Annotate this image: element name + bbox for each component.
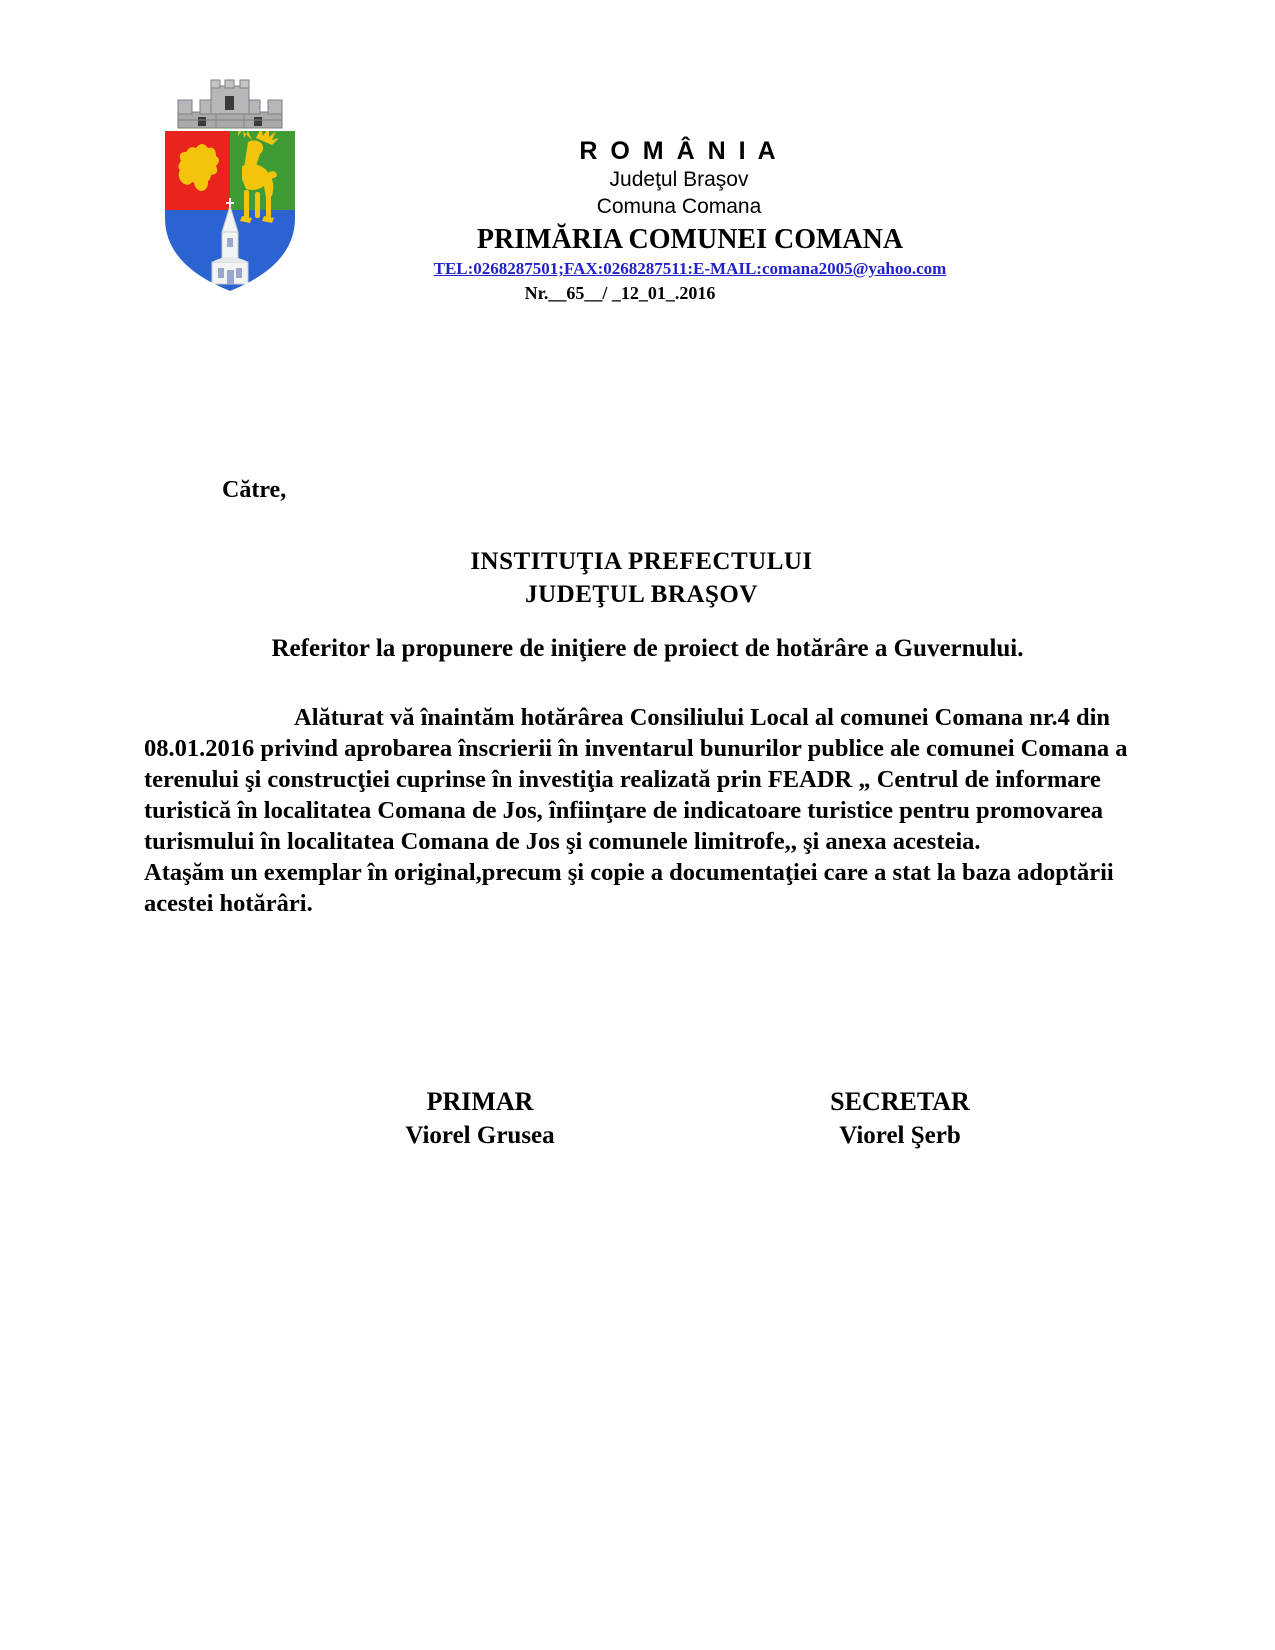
salutation: Către, — [222, 477, 287, 503]
subject-line: Referitor la propunere de iniţiere de proiect de hotărâre a Guvernului. — [271, 635, 1024, 662]
addressee-line-1: INSTITUŢIA PREFECTULUI — [470, 548, 813, 575]
body-paragraph-1: Alăturat vă înaintăm hotărârea Consiliului Local al comunei Comana nr.4 din 08.01.2016 privind aprobarea înscrierii în inventarul bunurilor publice ale comunei Comana a terenului şi construcţiei cuprinse în investiţia realizată prin FEADR „ Centrul de informare turistică în localitatea Comana de Jos, înfiinţare de indicatoare turistice pentru promovarea turismului în localitatea Comana de Jos şi comunele limitrofe,, şi anexa acesteia. — [144, 704, 1128, 855]
contact-line[interactable]: TEL:0268287501;FAX:0268287511:E-MAIL:comana2005@yahoo.com — [433, 259, 947, 278]
body-paragraph-2: Ataşăm un exemplar în original,precum şi copie a documentaţiei care a stat la baza adoptării acestei hotărâri. — [144, 859, 1114, 917]
country-name: R O M Â N I A — [579, 137, 779, 165]
addressee-line-2: JUDEŢUL BRAŞOV — [525, 581, 758, 608]
signature-block — [0, 1085, 1275, 1195]
commune-name: Comuna Comana — [596, 195, 762, 218]
addressee-block — [0, 545, 1275, 611]
secretary-name: Viorel Şerb — [839, 1122, 961, 1149]
secretary-role: SECRETAR — [830, 1087, 970, 1116]
letterhead — [0, 0, 1275, 330]
county-name: Judeţul Braşov — [609, 168, 749, 191]
letter-body — [144, 702, 1174, 919]
mayor-role: PRIMAR — [426, 1087, 534, 1116]
signature-mayor — [380, 1085, 580, 1152]
mayor-name: Viorel Grusea — [405, 1122, 555, 1149]
signature-secretary — [800, 1085, 1000, 1152]
institution-name: PRIMĂRIA COMUNEI COMANA — [476, 224, 904, 255]
registration-number: Nr.__65__/ _12_01_.2016 — [524, 283, 716, 303]
coat-of-arms-icon — [156, 78, 304, 300]
letterhead-text — [340, 136, 1040, 305]
